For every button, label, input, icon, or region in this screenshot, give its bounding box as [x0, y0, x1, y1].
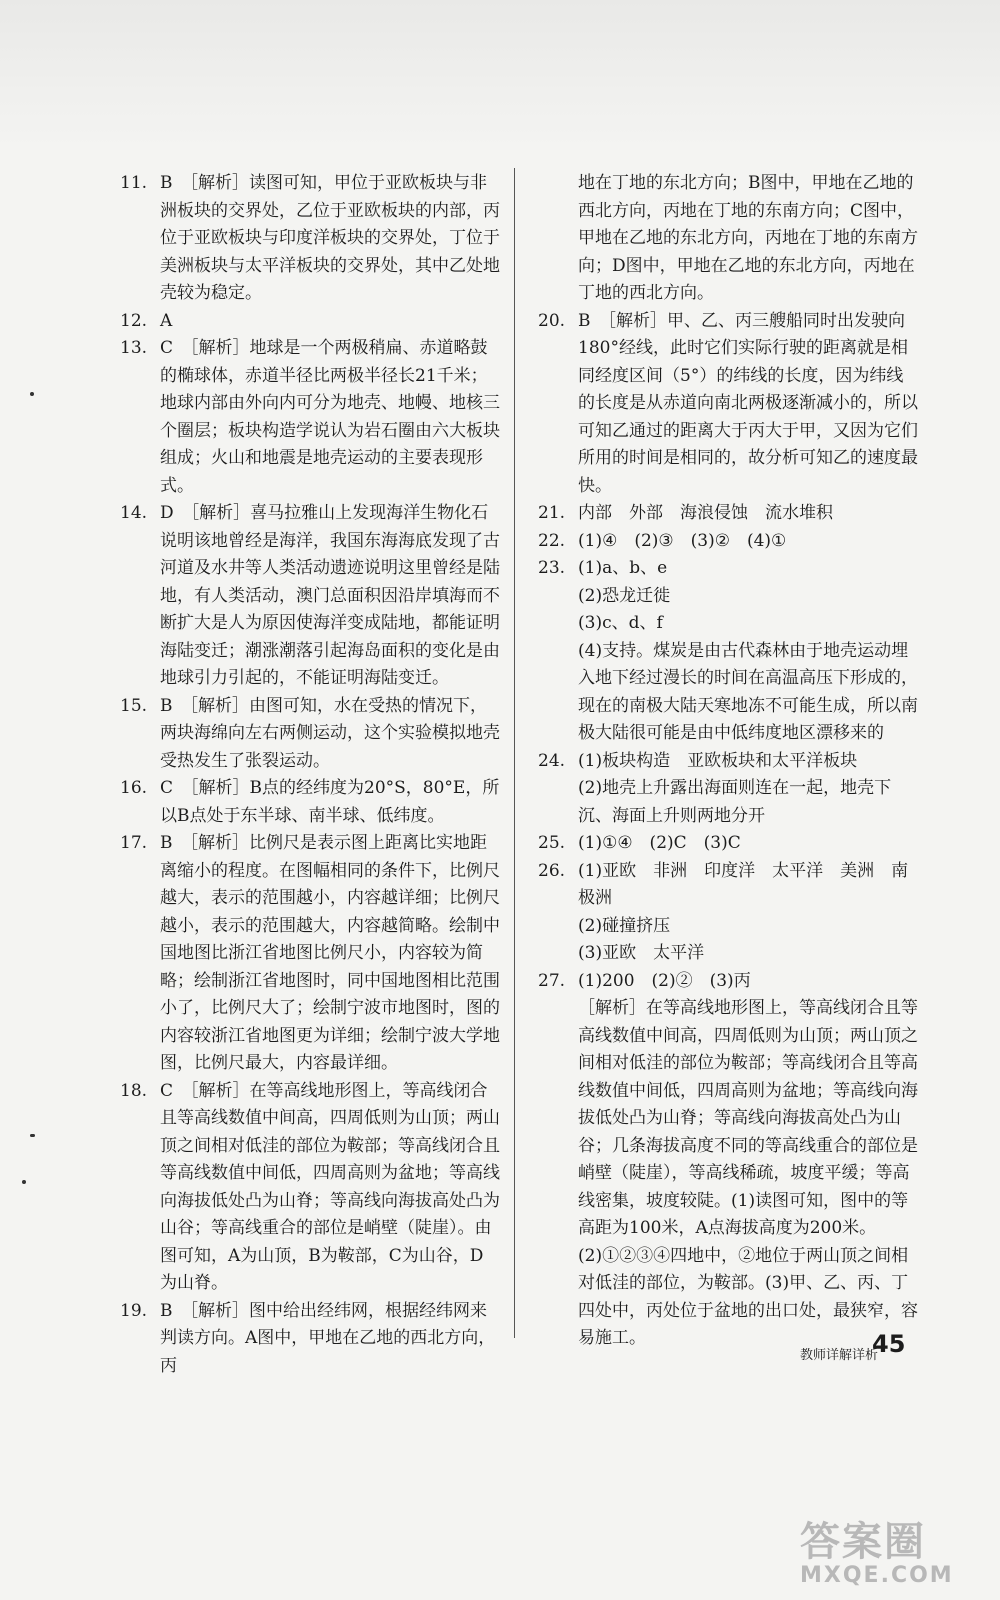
- answer-number: 17.: [120, 833, 148, 853]
- answer-18: [120, 1078, 500, 1298]
- answer-number: 24.: [538, 750, 566, 771]
- answer-number: 12.: [120, 310, 148, 331]
- answer-subpart: (2)碰撞挤压: [578, 915, 671, 936]
- answer-21: [538, 500, 918, 528]
- left-column: [120, 170, 500, 1380]
- scan-speck: [30, 1134, 35, 1137]
- answer-subpart: (1)板块构造 亚欧板块和太平洋板块: [578, 750, 858, 771]
- scan-speck: [22, 1180, 26, 1184]
- answer-20: [538, 308, 918, 501]
- answer-text: A: [160, 310, 173, 331]
- answer-number: 21.: [538, 503, 566, 523]
- answer-subpart: (3)c、d、f: [578, 613, 663, 633]
- answer-text: D ［解析］喜马拉雅山上发现海洋生物化石说明该地曾经是海洋，我国东海海底发现了古河道及水井等人类活动遗迹说明这里曾经是陆地，有人类活动，澳门总面积因沿岸填海而不断扩大是人为原因使海洋变成陆地，都能证明海陆变迁；潮涨潮落引起海岛面积的变化是由地球引力引起的，不能证明海陆变迁。: [160, 503, 500, 688]
- answer-text: C ［解析］B点的经纬度为20°S，80°E，所以B点处于东半球、南半球、低纬度。: [160, 778, 500, 826]
- answer-subpart: (4)支持。煤炭是由古代森林由于地壳运动埋入地下经过漫长的时间在高温高压下形成的，现在的南极大陆天寒地冻不可能生成，所以南极大陆很可能是由中低纬度地区漂移来的: [578, 640, 918, 743]
- logo-cn: 答案圈: [800, 1519, 926, 1565]
- scan-speck: [30, 392, 34, 396]
- footer-label: 教师详解详析: [800, 1348, 879, 1363]
- answer-text: B ［解析］甲、乙、丙三艘船同时出发驶向180°经线，此时它们实际行驶的距离就是相同经度区间（5°）的纬线的长度，因为纬线的长度是从赤道向南北两极逐渐减小的，所以可知乙通过的距离大于丙大于甲，又因为它们所用的时间是相同的，故分析可知乙的速度最快。: [578, 310, 918, 496]
- answer-16: [120, 775, 500, 830]
- answer-text: B ［解析］图中给出经纬网，根据经纬网来判读方向。A图中，甲地在乙地的西北方向，丙: [160, 1300, 496, 1376]
- answer-number: 27.: [538, 970, 566, 991]
- answer-subpart: ［解析］在等高线地形图上，等高线闭合且等高线数值中间高，四周低则为山顶；两山顶之间相对低洼的部位为鞍部；等高线闭合且等高线数值中间低，四周高则为盆地；等高线向海拔低处凸为山脊；等高线向海拔高处凸为山谷；几条海拔高度不同的等高线重合的部位是峭壁（陡崖），等高线稀疏，坡度平缓；等高线密集，坡度较陡。(1)读图可知，图中的等高距为100米，A点海拔高度为200米。(2)①②③④四地中，②地位于两山顶之间相对低洼的部位，为鞍部。(3)甲、乙、丙、丁四处中，丙处位于盆地的出口处，最狭窄，容易施工。: [578, 998, 918, 1348]
- answer-number: 26.: [538, 860, 566, 881]
- answer-subpart: (2)地壳上升露出海面则连在一起，地壳下沉、海面上升则两地分开: [578, 778, 892, 826]
- answer-number: 20.: [538, 310, 566, 331]
- page-top-shade: [0, 0, 1000, 150]
- answer-13: [120, 335, 500, 500]
- answer-14: [120, 500, 500, 693]
- answer-12: [120, 308, 500, 336]
- answer-19: [120, 1298, 500, 1381]
- answer-number: 18.: [120, 1080, 148, 1101]
- answer-subpart: (1)200 (2)② (3)丙: [578, 970, 751, 991]
- watermark-logo: [800, 1510, 990, 1590]
- answer-25: [538, 830, 918, 858]
- answer-17: [120, 830, 500, 1078]
- answer-22: [538, 528, 918, 556]
- answer-number: 13.: [120, 338, 148, 358]
- answer-19-continued: [538, 170, 918, 308]
- answer-text: (1)④ (2)③ (3)② (4)①: [578, 530, 787, 551]
- answer-text: C ［解析］在等高线地形图上，等高线闭合且等高线数值中间高，四周低则为山顶；两山顶之间相对低洼的部位为鞍部；等高线闭合且等高线数值中间低，四周高则为盆地；等高线向海拔低处凸为山脊；等高线向海拔高处凸为山谷；等高线重合的部位是峭壁（陡崖）。由图可知，A为山顶，B为鞍部，C为山谷，D为山脊。: [160, 1080, 500, 1293]
- answer-text: 地在丁地的东北方向；B图中，甲地在乙地的西北方向，丙地在丁地的东南方向；C图中，甲地在乙地的东北方向，丙地在丁地的东南方向；D图中，甲地在乙地的东北方向，丙地在丁地的西北方向。: [578, 173, 918, 303]
- answer-number: 14.: [120, 503, 148, 523]
- answer-text: B ［解析］由图可知，水在受热的情况下，两块海绵向左右两侧运动，这个实验模拟地壳受热发生了张裂运动。: [160, 695, 500, 771]
- column-divider: [514, 168, 515, 1338]
- answer-number: 16.: [120, 778, 148, 798]
- answer-subpart: (2)恐龙迁徙: [578, 585, 671, 606]
- answer-number: 22.: [538, 530, 566, 551]
- answer-15: [120, 693, 500, 776]
- answer-text: 内部 外部 海浪侵蚀 流水堆积: [578, 503, 833, 523]
- answer-26: [538, 858, 918, 968]
- answer-text: C ［解析］地球是一个两极稍扁、赤道略鼓的椭球体，赤道半径比两极半径长21千米；地球内部由外向内可分为地壳、地幔、地核三个圈层；板块构造学说认为岩石圈由六大板块组成；火山和地震是地壳运动的主要表现形式。: [160, 338, 500, 496]
- right-column: [538, 170, 918, 1353]
- answer-subpart: (1)亚欧 非洲 印度洋 太平洋 美洲 南极洲: [578, 860, 909, 908]
- page-number: 45: [872, 1330, 906, 1358]
- answer-number: 25.: [538, 833, 566, 853]
- answer-23: [538, 555, 918, 748]
- answer-number: 15.: [120, 695, 148, 716]
- answer-number: 11.: [120, 173, 148, 193]
- answer-number: 19.: [120, 1300, 148, 1321]
- answer-text: B ［解析］读图可知，甲位于亚欧板块与非洲板块的交界处，乙位于亚欧板块的内部，丙位于亚欧板块与印度洋板块的交界处，丁位于美洲板块与太平洋板块的交界处，其中乙处地壳较为稳定。: [160, 173, 500, 303]
- answer-subpart: (1)a、b、e: [578, 558, 668, 578]
- answer-11: [120, 170, 500, 308]
- answer-text: (1)①④ (2)C (3)C: [578, 833, 741, 853]
- logo-en: MXQE.COM: [800, 1563, 954, 1588]
- answer-24: [538, 748, 918, 831]
- answer-number: 23.: [538, 558, 566, 578]
- answer-subpart: (3)亚欧 太平洋: [578, 943, 705, 963]
- answer-text: B ［解析］比例尺是表示图上距离比实地距离缩小的程度。在图幅相同的条件下，比例尺越大，表示的范围越小，内容越详细；比例尺越小，表示的范围越大，内容越简略。绘制中国地图比浙江省地图比例尺小，内容较为简略；绘制浙江省地图时，同中国地图相比范围小了，比例尺大了；绘制宁波市地图时，图的内容较浙江省地图更为详细；绘制宁波大学地图，比例尺最大，内容最详细。: [160, 833, 500, 1073]
- answer-27: [538, 968, 918, 1353]
